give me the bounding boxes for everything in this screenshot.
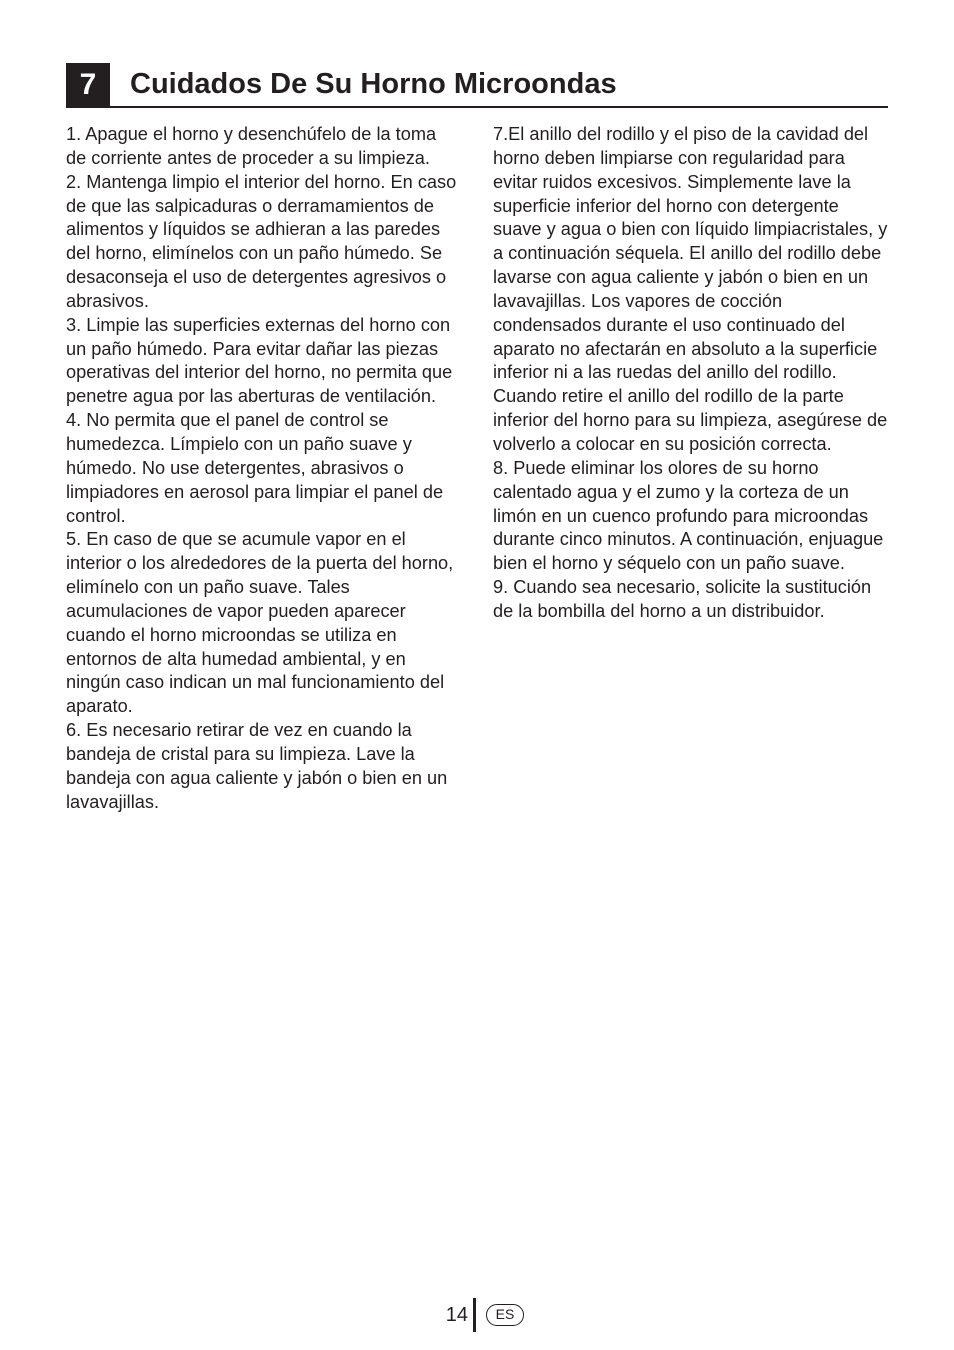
page-title: Cuidados De Su Horno Microondas <box>130 68 617 100</box>
paragraph-1: 1. Apague el horno y desenchúfelo de la toma de corriente antes de proceder a su limpieza. <box>66 124 437 168</box>
paragraph-3: 3. Limpie las superficies externas del horno con un paño húmedo. Para evitar dañar las piezas operativas del interior del horno, no permita que penetre agua por las aberturas de ventilación. <box>66 314 453 407</box>
chapter-number-badge: 7 <box>66 63 110 106</box>
paragraph-7: 7.El anillo del rodillo y el piso de la cavidad del horno deben limpiarse con regularidad para evitar ruidos excesivos. Simplemente lave la superficie inferior del horno con detergente suave y agua o bien con líquido limpiacristales, y a continuación séquela. El anillo del rodillo debe lavarse con agua caliente y jabón o bien en un lavavajillas. Los vapores de cocción condensados durante el uso continuado del aparato no afectarán en absoluto a la superficie inferior ni a las ruedas del anillo del rodillo. <box>493 124 888 383</box>
language-badge: ES <box>486 1304 524 1326</box>
paragraph-6: 6. Es necesario retirar de vez en cuando la bandeja de cristal para su limpieza. Lave la bandeja con agua caliente y jabón o bien en un lavavajillas. <box>66 720 448 812</box>
paragraph-5: 5. En caso de que se acumule vapor en el interior o los alrededores de la puerta del horno, elimínelo con un paño suave. Tales acumulaciones de vapor pueden aparecer cuando el horno microondas se utiliza en entornos de alta humedad ambiental, y en ningún caso indican un mal funcionamiento del aparato. <box>66 529 454 717</box>
footer-divider <box>473 1298 476 1332</box>
section-header <box>66 63 888 108</box>
left-column <box>66 123 458 814</box>
paragraph-7-note: Cuando retire el anillo del rodillo de la parte inferior del horno para su limpieza, asegúrese de volverlo a colocar en su posición correcta. <box>493 386 888 454</box>
right-column <box>493 123 888 624</box>
paragraph-9: 9. Cuando sea necesario, solicite la sustitución de la bombilla del horno a un distribuidor. <box>493 577 872 621</box>
paragraph-8: 8. Puede eliminar los olores de su horno calentado agua y el zumo y la corteza de un limón en un cuenco profundo para microondas durante cinco minutos. A continuación, enjuague bien el horno y séquelo con un paño suave. <box>493 457 884 574</box>
page-number: 14 <box>445 1304 468 1326</box>
page-footer <box>0 1298 954 1332</box>
paragraph-4: 4. No permita que el panel de control se humedezca. Límpielo con un paño suave y húmedo. No use detergentes, abrasivos o limpiadores en aerosol para limpiar el panel de control. <box>66 410 444 526</box>
paragraph-2: 2. Mantenga limpio el interior del horno. En caso de que las salpicaduras o derramamientos de alimentos y líquidos se adhieran a las paredes del horno, elimínelos con un paño húmedo. Se desaconseja el uso de detergentes agresivos o abrasivos. <box>66 171 457 311</box>
